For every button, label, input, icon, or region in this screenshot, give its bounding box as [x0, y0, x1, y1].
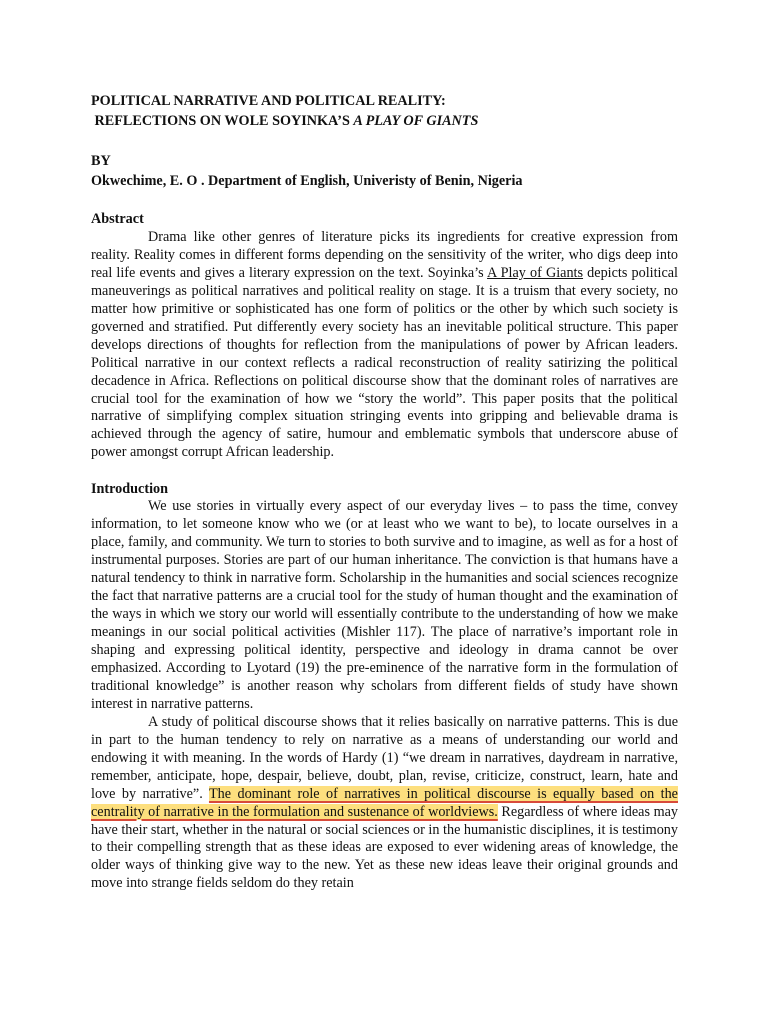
abstract-heading: Abstract	[91, 211, 144, 227]
abstract-text	[91, 229, 678, 462]
paper-title-line2	[91, 112, 678, 130]
paragraph2-part1: A study of political discourse shows that it relies basically on narrative patterns. This is due in part to the human tendency to rely on narrative as a means of understanding our world and endowing it with meaning. In the words of Hardy (1) “we dream in narratives, daydream in narrative, remember, anticipate, hope, despair, believe, doubt, plan, revise, criticize, construct, learn, hate and love by narrative”.	[91, 713, 678, 802]
paragraph2-part2: Regardless of where ideas may have their start, whether in the natural or social sciences or in the humanistic disciplines, it is testimony to their compelling strength that as these ideas are exposed to ever widening areas of knowledge, the older ways of thinking give way to the new. Yet as these new ideas leave their original grounds and move into strange fields seldom do they retain	[91, 803, 679, 892]
author-affiliation: Okwechime, E. O . Department of English, Univeristy of Benin, Nigeria	[91, 173, 523, 189]
byline-label: BY	[91, 153, 111, 169]
paper-title-line1: POLITICAL NARRATIVE AND POLITICAL REALITY:	[91, 93, 446, 109]
abstract-work-title: A Play of Giants	[487, 264, 584, 281]
highlighted-sentence: The dominant role of narratives in political discourse is equally based on the centrality of narrative in the formulation and sustenance of worldviews.	[91, 785, 678, 820]
abstract-text-part1: Drama like other genres of literature picks its ingredients for creative expression from reality. Reality comes in different forms depending on the sensitivity of the writer, who digs deep into real life events and gives a literary expression on the text. Soyinka’s	[91, 228, 678, 281]
abstract-text-part2: depicts political maneuverings as political narratives and political reality on stage. It is a truism that every society, no matter how primitive or sophisticated has one form of politics or the other by which such society is governed and stratified. Put differently every society has an inevitable political structure. This paper develops directions of thoughts for reflection from the manipulations of power by African leaders. Political narrative in our context reflects a radical reconstruction of reality satirizing the political decadence in Africa. Reflections on political discourse show that the dominant roles of narratives are crucial tool for the examination of how we “story the world”. This paper posits that the political narrative of simplifying complex situation stringing events into gripping and believable drama is achieved through the agency of satire, humour and emblematic symbols that underscore abuse of power amongst corrupt African leadership.	[91, 264, 678, 461]
introduction-paragraph-1: We use stories in virtually every aspect of our everyday lives – to pass the time, convey information, to let someone know who we (or at least who we want to be), to locate ourselves in a place, family, and community. We turn to stories to both survive and to imagine, as well as for a host of instrumental purposes. Stories are part of our human inheritance. The conviction is that humans have a natural tendency to think in narrative form. Scholarship in the humanities and social sciences recognize the fact that narrative patterns are a crucial tool for the study of human thought and the examination of the ways in which we story our world will essentially contribute to the understanding of how we make meanings in our social political activities (Mishler 117). The place of narrative’s important role in shaping and expressing political identity, perspective and ideology in drama cannot be over emphasized. According to Lyotard (19) the pre-eminence of the narrative form in the formulation of traditional knowledge” is another reason why scholars from different fields of study have shown interest in narrative patterns.	[91, 498, 678, 712]
paper-title-work: A PLAY OF GIANTS	[353, 113, 479, 129]
abstract-section	[91, 210, 678, 462]
introduction-heading: Introduction	[91, 481, 168, 498]
paper-title-prefix: REFLECTIONS ON WOLE SOYINKA’S	[91, 113, 354, 129]
introduction-paragraph-2	[91, 714, 678, 894]
